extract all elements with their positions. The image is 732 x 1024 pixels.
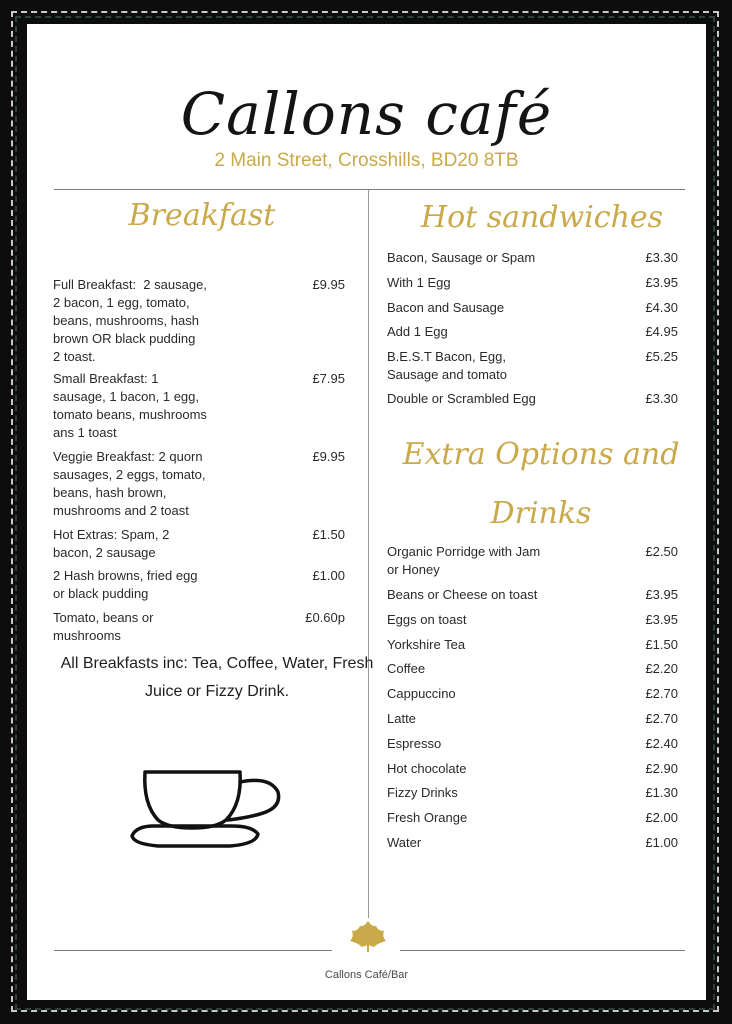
top-divider [54, 189, 685, 190]
menu-item-price: £2.70 [645, 686, 678, 701]
menu-item [53, 567, 345, 603]
menu-item-price: £2.40 [645, 736, 678, 751]
menu-item-price: £0.60p [305, 610, 345, 625]
menu-item-name: Espresso [387, 736, 442, 751]
menu-item [387, 323, 678, 341]
cafe-title: Callons café [180, 80, 553, 148]
menu-item [387, 784, 678, 802]
menu-item [387, 348, 678, 384]
menu-item-name: Latte [387, 711, 416, 726]
menu-item [53, 276, 345, 366]
menu-item-price: £9.95 [312, 449, 345, 464]
menu-item [387, 390, 678, 408]
menu-item [387, 834, 678, 852]
menu-item-price: £3.30 [645, 391, 678, 406]
menu-item-price: £1.00 [645, 835, 678, 850]
menu-item [387, 249, 678, 267]
menu-item-name: Organic Porridge with Jam or Honey [387, 544, 541, 577]
menu-item-name: Bacon, Sausage or Spam [387, 250, 536, 265]
menu-item-name: Eggs on toast [387, 612, 467, 627]
menu-item-price: £5.25 [645, 349, 678, 364]
menu-item-price: £3.95 [645, 587, 678, 602]
menu-item-price: £4.30 [645, 300, 678, 315]
menu-item-name: Tomato, beans or mushrooms [53, 610, 154, 643]
menu-item [387, 660, 678, 678]
menu-item-price: £2.00 [645, 810, 678, 825]
menu-item-price: £2.20 [645, 661, 678, 676]
menu-item [387, 809, 678, 827]
menu-item-name: Fizzy Drinks [387, 785, 458, 800]
menu-item-name: Cappuccino [387, 686, 456, 701]
menu-item-name: Small Breakfast: 1 sausage, 1 bacon, 1 egg, tomato beans, mushrooms ans 1 toast [53, 371, 207, 440]
menu-item-name: With 1 Egg [387, 275, 451, 290]
leaf-emblem-icon [346, 917, 390, 953]
menu-item-name: Hot chocolate [387, 761, 467, 776]
menu-item-price: £1.50 [312, 527, 345, 542]
extras-heading-line1: Extra Options and [402, 437, 680, 472]
menu-item-name: Double or Scrambled Egg [387, 391, 536, 406]
menu-item-price: £7.95 [312, 371, 345, 386]
extras-heading-line2: Drinks [490, 496, 592, 531]
menu-item-price: £1.00 [312, 568, 345, 583]
menu-item-price: £4.95 [645, 324, 678, 339]
menu-item [53, 370, 345, 442]
menu-item-price: £3.95 [645, 612, 678, 627]
menu-item-price: £2.50 [645, 544, 678, 559]
menu-item-name: Bacon and Sausage [387, 300, 505, 315]
footer-text: Callons Café/Bar [324, 969, 409, 981]
bottom-divider-right [400, 950, 685, 951]
menu-page [27, 24, 706, 1000]
menu-item [53, 526, 345, 562]
menu-item-price: £2.90 [645, 761, 678, 776]
menu-item [387, 760, 678, 778]
column-divider [368, 190, 369, 918]
bottom-divider-left [54, 950, 332, 951]
menu-item [53, 609, 345, 645]
menu-item [387, 735, 678, 753]
menu-item [53, 448, 345, 520]
menu-item-price: £3.95 [645, 275, 678, 290]
menu-item [387, 636, 678, 654]
menu-item-price: £3.30 [645, 250, 678, 265]
menu-item-price: £2.70 [645, 711, 678, 726]
menu-item-price: £9.95 [312, 277, 345, 292]
menu-item-name: B.E.S.T Bacon, Egg, Sausage and tomato [387, 349, 507, 382]
menu-item-name: Hot Extras: Spam, 2 bacon, 2 sausage [53, 527, 170, 560]
menu-item-name: Fresh Orange [387, 810, 468, 825]
menu-item-name: Beans or Cheese on toast [387, 587, 538, 602]
menu-item [387, 710, 678, 728]
menu-item-name: Yorkshire Tea [387, 637, 466, 652]
breakfast-heading: Breakfast [128, 198, 276, 233]
menu-item-name: Full Breakfast: 2 sausage, 2 bacon, 1 egg, tomato, beans, mushrooms, hash brown OR black pudding 2 toast. [53, 277, 207, 364]
cafe-address: 2 Main Street, Crosshills, BD20 8TB [214, 150, 519, 171]
menu-item [387, 543, 678, 579]
menu-item-name: Veggie Breakfast: 2 quorn sausages, 2 eggs, tomato, beans, hash brown, mushrooms and 2 toast [53, 449, 206, 518]
coffee-cup-icon [130, 762, 284, 856]
menu-item [387, 685, 678, 703]
hot-sandwiches-heading: Hot sandwiches [420, 200, 664, 235]
menu-item-name: 2 Hash browns, fried egg or black pudding [53, 568, 198, 601]
menu-item [387, 299, 678, 317]
breakfast-note: All Breakfasts inc: Tea, Coffee, Water, Fresh Juice or Fizzy Drink. [60, 655, 374, 700]
menu-item-name: Water [387, 835, 422, 850]
menu-item-price: £1.30 [645, 785, 678, 800]
menu-item-name: Coffee [387, 661, 426, 676]
menu-item [387, 611, 678, 629]
menu-item-price: £1.50 [645, 637, 678, 652]
menu-item-name: Add 1 Egg [387, 324, 448, 339]
menu-item [387, 586, 678, 604]
menu-item [387, 274, 678, 292]
